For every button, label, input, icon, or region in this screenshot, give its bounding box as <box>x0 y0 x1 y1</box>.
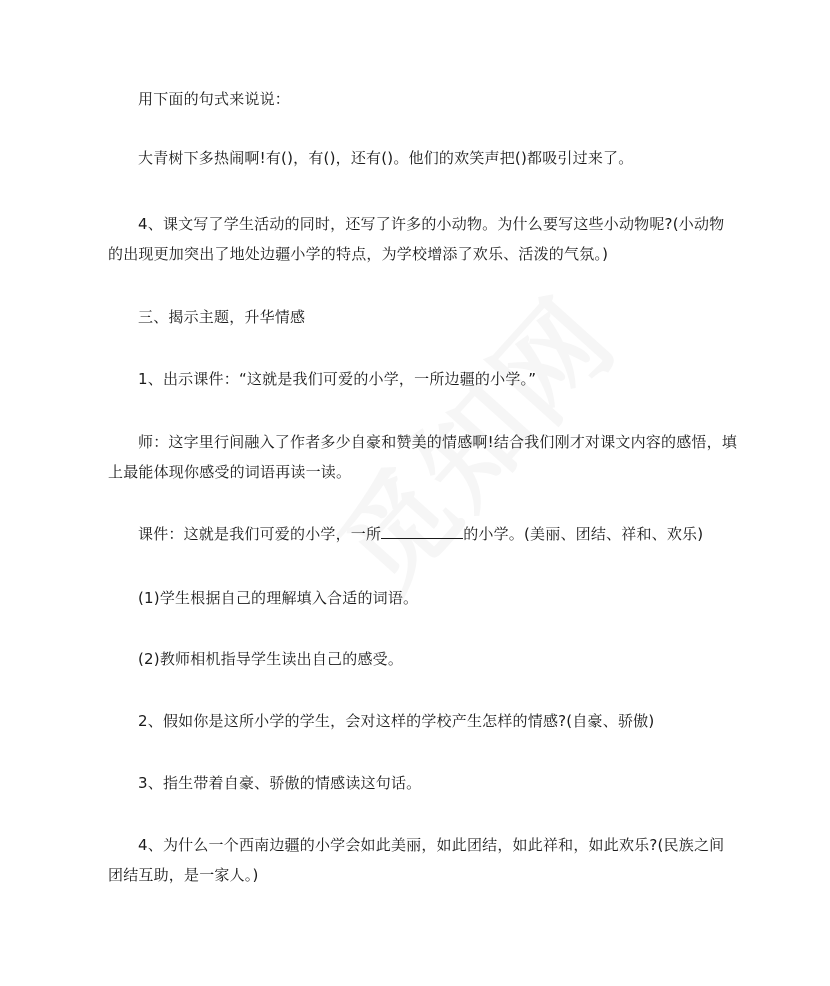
paragraph-sentence-pattern-intro: 用下面的句式来说说： <box>138 90 291 108</box>
paragraph-teacher-prompt: 师：这字里行间融入了作者多少自豪和赞美的情感啊!结合我们刚才对课文内容的感悟，填上最能体现你感受的词语再读一读。 <box>108 433 738 481</box>
paragraph-step-1-courseware: 1、出示课件：“这就是我们可爱的小学，一所边疆的小学。” <box>138 370 537 388</box>
paragraph-question-4-animals: 4、课文写了学生活动的同时，还写了许多的小动物。为什么要写这些小动物呢?(小动物的出现更加突出了地处边疆小学的特点，为学校增添了欢乐、活泼的气氛。) <box>108 215 725 263</box>
paragraph-substep-1: (1)学生根据自己的理解填入合适的词语。 <box>138 589 419 607</box>
fill-blank-text-before: 课件：这就是我们可爱的小学，一所 <box>138 525 382 543</box>
paragraph-sentence-pattern: 大青树下多热闹啊!有()，有()，还有()。他们的欢笑声把()都吸引过来了。 <box>138 149 634 167</box>
paragraph-step-2-emotion: 2、假如你是这所小学的学生，会对这样的学校产生怎样的情感?(自豪、骄傲) <box>138 712 655 730</box>
section-heading-3: 三、揭示主题，升华情感 <box>138 308 306 326</box>
paragraph-step-4-why: 4、为什么一个西南边疆的小学会如此美丽，如此团结，如此祥和，如此欢乐?(民族之间团结互助，是一家人。) <box>108 836 725 884</box>
paragraph-step-3-reading: 3、指生带着自豪、骄傲的情感读这句话。 <box>138 774 422 792</box>
fill-blank-text-after: 的小学。(美丽、团结、祥和、欢乐) <box>463 525 704 543</box>
paragraph-fill-in-blank <box>108 519 738 549</box>
fill-blank-line <box>381 522 463 539</box>
paragraph-substep-2: (2)教师相机指导学生读出自己的感受。 <box>138 650 404 668</box>
